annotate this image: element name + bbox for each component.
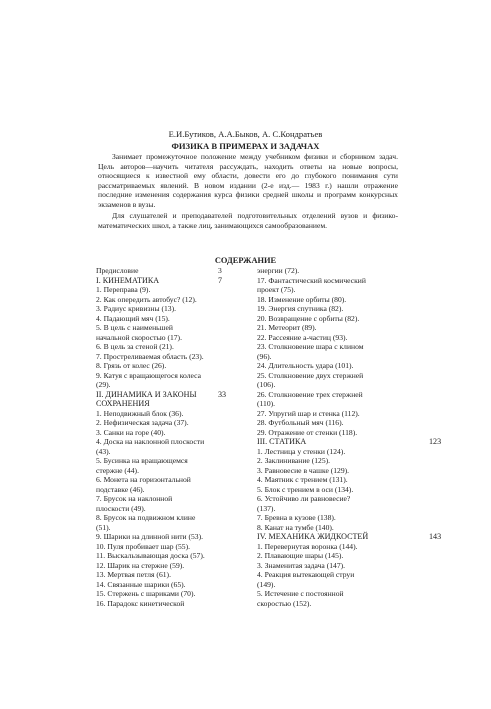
toc-entry	[96, 561, 250, 571]
toc-entry-text: стержне (44).	[96, 465, 139, 475]
toc-entry	[257, 371, 419, 381]
toc-page-number: 7	[218, 275, 223, 285]
toc-entry	[96, 314, 250, 324]
toc-entry-text: 7. Простреливаемая область (23).	[96, 351, 204, 361]
toc-entry-text: 4. Падающий мяч (15).	[96, 313, 170, 323]
toc-entry	[96, 333, 250, 343]
toc-entry-text: 1. Переправа (9).	[96, 285, 151, 294]
toc-entry	[257, 589, 419, 599]
toc-entry-text: II. ДИНАМИКА И ЗАКОНЫ	[96, 389, 197, 399]
toc-entry	[257, 580, 419, 590]
toc-entry	[257, 428, 419, 438]
abstract-line: физико-математических школ, а также лиц, занимающихся самообразованием.	[98, 211, 398, 230]
toc-entry-text: 7. Бревна в кузове (138).	[257, 513, 336, 522]
contents-heading: СОДЕРЖАНИЕ	[214, 256, 277, 265]
toc-entry-text: 12. Шарик на стержне (59).	[96, 560, 185, 570]
toc-entry	[257, 380, 419, 390]
toc-entry-text: 22. Рассеяние а-частиц (93).	[257, 332, 348, 342]
toc-entry-text: 8. Канат на тумбе (140).	[257, 522, 334, 532]
toc-entry-text: скоростью (152).	[257, 598, 312, 608]
toc-entry	[257, 494, 419, 504]
toc-entry	[96, 342, 250, 352]
toc-entry	[96, 494, 250, 504]
toc-entry	[257, 418, 419, 428]
toc-entry-text: 2. Нефизическая задача (37).	[96, 418, 189, 427]
toc-entry	[96, 485, 250, 495]
abstract-paragraph-2	[98, 211, 398, 230]
toc-entry	[257, 523, 419, 533]
toc-entry	[96, 551, 250, 561]
abstract-line: Для слушателей и преподавателей подготовительных отделений вузов и	[112, 211, 368, 221]
toc-entry-text: 4. Реакция вытекающей струи	[257, 570, 355, 579]
toc-entry	[257, 295, 419, 305]
toc-section	[96, 276, 250, 286]
toc-entry	[257, 447, 419, 457]
toc-entry	[257, 561, 419, 571]
toc-entry-text: 11. Выскальзывающая доска (57).	[96, 551, 205, 560]
toc-entry-text: 13. Мертвая петля (61).	[96, 570, 171, 579]
toc-page-number: 143	[429, 532, 442, 541]
toc-entry	[257, 390, 419, 400]
toc-entry-text: IV. МЕХАНИКА ЖИДКОСТЕЙ	[257, 532, 369, 541]
toc-entry-text: 5. Истечение с постоянной	[257, 589, 344, 598]
toc-entry	[96, 589, 250, 599]
toc-entry	[257, 542, 419, 552]
toc-entry	[96, 295, 250, 305]
toc-entry	[96, 570, 250, 580]
toc-entry	[257, 599, 419, 609]
toc-entry	[96, 466, 250, 476]
authors: Е.И.Бутиков, А.А.Быков, А. С.Кондратьев	[168, 129, 323, 139]
toc-section	[96, 399, 250, 409]
toc-entry-text: подставке (46).	[96, 484, 145, 494]
toc-entry-text: 5. В цель с наименьшей	[96, 323, 173, 332]
toc-entry	[257, 456, 419, 466]
toc-entry-text: начальной скоростью (17).	[96, 332, 182, 342]
toc-entry	[96, 304, 250, 314]
toc-entry	[96, 513, 250, 523]
toc-entry-text: 5. Бусинка на вращающемся	[96, 456, 188, 465]
toc-entry-text: 27. Упругий шар и стенка (112).	[257, 408, 360, 418]
toc-entry	[96, 599, 250, 609]
toc-entry-text: 2. Плавающие шары (145).	[257, 551, 344, 560]
toc-entry-text: проект (75).	[257, 285, 296, 294]
toc-entry	[257, 352, 419, 362]
toc-entry-text: плоскости (49).	[96, 503, 146, 513]
toc-entry	[257, 285, 419, 295]
toc-entry	[96, 456, 250, 466]
toc-entry	[257, 513, 419, 523]
abstract-line: нашли отражение последние изменения содержания курса физики средней школы	[98, 180, 398, 200]
toc-section	[257, 437, 442, 447]
toc-entry	[257, 399, 419, 409]
contents-left-column	[96, 266, 250, 608]
toc-entry-text: (137).	[257, 503, 276, 513]
toc-entry	[257, 266, 419, 276]
toc-entry-text: III. СТАТИКА	[257, 437, 307, 446]
toc-page-number: 3	[218, 266, 222, 275]
toc-entry-text: СОХРАНЕНИЯ	[96, 399, 150, 408]
toc-entry-text: 3. Равновесие в чашке (129).	[257, 465, 350, 475]
toc-entry-text: 29. Отражение от стенки (118).	[257, 427, 358, 437]
toc-entry-text: 26. Столкновение трех стержней	[257, 389, 363, 399]
toc-entry-text: 4. Доска на наклонной плоскости	[96, 437, 205, 446]
toc-entry-text: (149).	[257, 579, 276, 589]
toc-entry	[96, 285, 250, 295]
toc-entry	[96, 409, 250, 419]
toc-entry	[96, 532, 250, 542]
toc-entry	[257, 504, 419, 514]
toc-entry	[257, 551, 419, 561]
toc-entry-text: (29).	[96, 380, 111, 389]
toc-entry-text: 16. Парадокс кинетической	[96, 598, 185, 608]
toc-entry-text: I. КИНЕМАТИКА	[96, 275, 160, 285]
abstract-paragraph-1	[98, 152, 398, 209]
toc-entry-text: 10. Пуля пробивает шар (55).	[96, 541, 191, 551]
toc-entry-text: 7. Брусок на наклонной	[96, 494, 173, 503]
toc-entry-text: (110).	[257, 399, 276, 408]
toc-page-number: 33	[218, 389, 227, 399]
toc-entry-text: энергии (72).	[257, 266, 300, 275]
toc-entry	[257, 304, 419, 314]
toc-entry-text: 3. Радиус кривизны (13).	[96, 304, 176, 313]
toc-entry-text: 6. В цель за стеной (21).	[96, 342, 174, 351]
toc-entry	[96, 266, 250, 276]
toc-entry-text: 28. Футбольный мяч (116).	[257, 418, 344, 427]
abstract-line: Занимает промежуточное положение между учебником физики и сборником	[112, 152, 375, 161]
abstract-line: понимания сути рассматриваемых явлений. В новом издании (2-е изд.— 1983 г.)	[98, 171, 398, 190]
toc-entry	[96, 523, 250, 533]
toc-entry-text: 1. Лестница у стенки (124).	[257, 446, 346, 456]
book-title: ФИЗИКА В ПРИМЕРАХ И ЗАДАЧАХ	[171, 141, 320, 151]
toc-entry	[96, 352, 250, 362]
toc-entry	[96, 428, 250, 438]
toc-entry-text: Предисловие	[96, 266, 139, 275]
toc-entry-text: 23. Столкновение шара с клином	[257, 342, 364, 351]
abstract-line: задач. Цель авторов—научить читателя рассуждать, находить ответы на новые	[98, 152, 398, 171]
toc-entry-text: 21. Метеорит (89).	[257, 323, 317, 332]
toc-section	[257, 532, 442, 542]
toc-entry	[257, 485, 419, 495]
toc-entry	[96, 437, 250, 447]
toc-entry	[257, 342, 419, 352]
toc-entry-text: 9. Катуя с вращающегося колеса	[96, 370, 201, 380]
toc-entry	[257, 323, 419, 333]
toc-page-number: 123	[429, 437, 442, 446]
toc-entry-text: 3. Знаменитая задача (147).	[257, 560, 346, 570]
toc-entry-text: 4. Маятник с трением (131).	[257, 475, 348, 484]
toc-entry-text: 2. Как опередить автобус? (12).	[96, 294, 197, 304]
toc-entry	[96, 504, 250, 514]
toc-entry	[96, 418, 250, 428]
toc-entry-text: 6. Монета на горизонтальной	[96, 475, 191, 484]
toc-entry	[96, 580, 250, 590]
toc-entry	[257, 333, 419, 343]
toc-entry-text: 25. Столкновение двух стержней	[257, 370, 364, 380]
toc-entry-text: 3. Санки на горе (40).	[96, 427, 166, 437]
abstract-line: вопросы, относящиеся к известной ему области, довести его до глубокого	[98, 161, 398, 181]
toc-entry	[96, 447, 250, 457]
toc-entry-text: 19. Энергия спутника (82).	[257, 304, 344, 313]
toc-entry	[96, 361, 250, 371]
toc-entry	[96, 380, 250, 390]
toc-entry-text: 5. Блок с трением в оси (134).	[257, 484, 354, 494]
toc-entry-text: (43).	[96, 446, 111, 456]
toc-entry-text: 9. Шарики на длинной нити (53).	[96, 532, 204, 541]
toc-entry-text: (96).	[257, 351, 272, 361]
toc-entry-text: (51).	[96, 522, 111, 532]
toc-entry	[96, 542, 250, 552]
toc-entry-text: 18. Изменение орбиты (80).	[257, 294, 347, 304]
toc-entry	[257, 570, 419, 580]
toc-entry	[257, 276, 419, 286]
toc-entry	[257, 475, 419, 485]
toc-entry-text: 20. Возвращение с орбиты (82).	[257, 313, 360, 323]
abstract	[98, 152, 398, 230]
contents-right-column	[257, 266, 442, 608]
toc-entry-text: 2. Заклинивание (125).	[257, 456, 331, 465]
toc-section	[96, 390, 250, 400]
abstract-line: и программ конкурсных экзаменов в вузы.	[98, 190, 398, 209]
toc-entry-text: 8. Грязь от колес (26).	[96, 361, 167, 370]
toc-entry	[96, 475, 250, 485]
toc-entry	[96, 323, 250, 333]
toc-entry	[96, 371, 250, 381]
toc-entry	[257, 409, 419, 419]
toc-entry	[257, 466, 419, 476]
toc-entry-text: 1. Перевернутая воронка (144).	[257, 541, 358, 551]
toc-entry-text: 14. Связанные шарики (65).	[96, 579, 186, 589]
toc-entry-text: 24. Длительность удара (101).	[257, 361, 354, 370]
toc-entry-text: (106).	[257, 380, 276, 389]
toc-entry-text: 17. Фантастический космический	[257, 275, 366, 285]
toc-entry-text: 8. Брусок на подвижном клине	[96, 513, 196, 522]
toc-entry	[257, 361, 419, 371]
toc-entry-text: 6. Устойчиво ли равновесие?	[257, 494, 351, 503]
toc-entry-text: 15. Стержень с шариками (70).	[96, 589, 196, 598]
toc-entry	[257, 314, 419, 324]
toc-entry-text: 1. Неподвижный блок (36).	[96, 408, 184, 418]
